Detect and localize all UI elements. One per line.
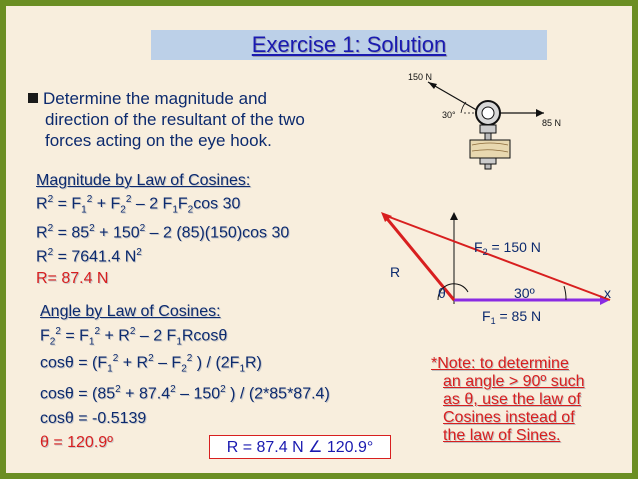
eq-text: – F xyxy=(153,354,182,372)
eq-text: F xyxy=(177,195,188,213)
magnitude-eq-2 xyxy=(36,223,289,242)
magnitude-eq-3 xyxy=(36,247,142,266)
eq-sup: 2 xyxy=(115,384,121,395)
eq-sup: 2 xyxy=(186,353,193,364)
f2-label-a: F xyxy=(474,239,483,255)
angle-eq-1 xyxy=(40,326,227,348)
magnitude-eq-1 xyxy=(36,194,240,216)
angle-eq-3 xyxy=(40,384,330,403)
eq-text: R xyxy=(36,224,48,242)
statement-line-2: direction of the resultant of the two xyxy=(45,110,305,129)
eq-text: = F xyxy=(60,327,89,345)
f1-label-b: = 85 N xyxy=(495,308,542,324)
eq-sub: 2 xyxy=(187,204,194,216)
x-axis-label: x xyxy=(604,285,611,301)
eq-sub: 2 xyxy=(181,363,187,375)
eq-text: = F xyxy=(53,195,82,213)
eq-text: = 85 xyxy=(53,224,90,242)
force-150-arrowhead-icon xyxy=(428,82,437,89)
eq-text: = -0.5139 xyxy=(73,410,147,427)
eq-sup: 2 xyxy=(125,194,132,205)
eq-text: θ xyxy=(64,410,74,427)
angle-30-arc xyxy=(564,286,566,300)
eq-sub: 1 xyxy=(81,204,87,216)
eq-sub: 2 xyxy=(120,204,126,216)
eq-text: ) / (2*85*87.4) xyxy=(225,385,330,403)
f2-label xyxy=(474,239,541,257)
f2-label-sub: 2 xyxy=(482,247,488,257)
eq-sup: 2 xyxy=(136,247,142,258)
eq-text: + R xyxy=(100,327,130,345)
eq-text: R) xyxy=(245,354,262,372)
theta-label: θ xyxy=(438,285,446,301)
eq-sub: 2 xyxy=(49,336,56,348)
eq-sup: 2 xyxy=(112,353,119,364)
figure-label-30: 30° xyxy=(442,110,456,120)
eq-text: – 2 (85)(150)cos 30 xyxy=(145,224,290,242)
eq-sup: 2 xyxy=(220,384,226,395)
final-result-box xyxy=(209,435,391,459)
angle-eq-4 xyxy=(40,410,146,428)
f2-label-b: = 150 N xyxy=(487,239,541,255)
eq-sub: 1 xyxy=(239,363,245,375)
figure-label-85: 85 N xyxy=(542,118,562,128)
eye-ring-hole xyxy=(482,107,494,119)
eq-text: + F xyxy=(92,195,121,213)
title-box xyxy=(151,30,547,60)
eq-sup: 2 xyxy=(139,223,146,234)
angle-eq-2 xyxy=(40,353,262,375)
eq-text: + 87.4 xyxy=(120,385,171,403)
eq-sub: 1 xyxy=(176,336,182,348)
eq-sup: 2 xyxy=(55,326,61,337)
hook-nut-icon xyxy=(480,125,496,133)
eq-text: – 2 F xyxy=(131,195,173,213)
eq-text: = 7641.4 N xyxy=(53,248,137,266)
eye-hook-figure xyxy=(406,68,566,180)
r-label: R xyxy=(390,264,401,280)
f1-label-sub: 1 xyxy=(490,316,496,326)
note-line-5: the law of Sines. xyxy=(443,427,561,444)
eq-sub: 1 xyxy=(107,363,113,375)
y-axis-arrowhead-icon xyxy=(450,212,458,220)
angle-heading: Angle by Law of Cosines: xyxy=(40,303,221,320)
eq-sup: 2 xyxy=(47,247,54,258)
eq-text: = (85 xyxy=(73,385,116,403)
angle-result: θ = 120.9º xyxy=(40,434,114,451)
eq-sup: 2 xyxy=(170,384,176,395)
statement-line-1: Determine the magnitude and xyxy=(43,89,267,108)
statement-line-3: forces acting on the eye hook. xyxy=(45,131,272,150)
note-block xyxy=(431,355,631,445)
eq-text: θ xyxy=(64,385,74,403)
eq-text: + R xyxy=(118,354,149,372)
eq-text: Rcos xyxy=(181,327,219,345)
note-line-4: Cosines instead of xyxy=(443,409,575,426)
force-150-arrow-line xyxy=(428,82,480,112)
eq-sup: 2 xyxy=(86,194,93,205)
vector-triangle-diagram xyxy=(376,202,626,327)
eq-sup: 2 xyxy=(47,194,54,205)
eq-sup: 2 xyxy=(47,223,54,234)
eq-text: cos xyxy=(40,410,65,427)
problem-statement xyxy=(28,88,408,151)
eq-sup: 2 xyxy=(148,353,154,364)
eq-text: R xyxy=(36,195,48,213)
bullet-square-icon xyxy=(28,93,38,103)
eq-text: cos xyxy=(40,385,65,403)
f1-label-a: F xyxy=(482,308,491,324)
final-result-text: R = 87.4 N ∠ 120.9° xyxy=(226,439,374,456)
eq-text: cos 30 xyxy=(193,195,241,213)
eq-sup: 2 xyxy=(89,223,95,234)
eq-sup: 2 xyxy=(94,326,101,337)
eq-text: – 150 xyxy=(175,385,221,403)
eq-sub: 1 xyxy=(172,204,178,216)
hook-bottom-nut-icon xyxy=(480,158,496,164)
figure-label-150: 150 N xyxy=(408,72,433,82)
note-line-2: an angle > 90º such xyxy=(443,373,585,390)
eq-text: cos xyxy=(40,354,65,372)
eq-text: θ xyxy=(64,354,74,372)
note-line-3: as θ, use the law of xyxy=(443,391,581,408)
eq-text: ) / (2F xyxy=(192,354,240,372)
note-line-1: *Note: to determine xyxy=(431,355,569,372)
eq-text: θ xyxy=(218,327,228,345)
angle-30-label: 30º xyxy=(514,285,535,301)
f1-label xyxy=(482,308,541,326)
magnitude-heading: Magnitude by Law of Cosines: xyxy=(36,172,251,189)
eq-text: = (F xyxy=(73,354,108,372)
eq-sub: 1 xyxy=(88,336,95,348)
eq-text: F xyxy=(40,327,50,345)
force-85-arrowhead-icon xyxy=(536,109,544,117)
eq-text: – 2 F xyxy=(135,327,177,345)
magnitude-result: R= 87.4 N xyxy=(36,270,109,287)
eq-text: R xyxy=(36,248,48,266)
slide-title: Exercise 1: Solution xyxy=(251,32,447,57)
eq-text: + 150 xyxy=(94,224,140,242)
eq-sup: 2 xyxy=(129,326,136,337)
